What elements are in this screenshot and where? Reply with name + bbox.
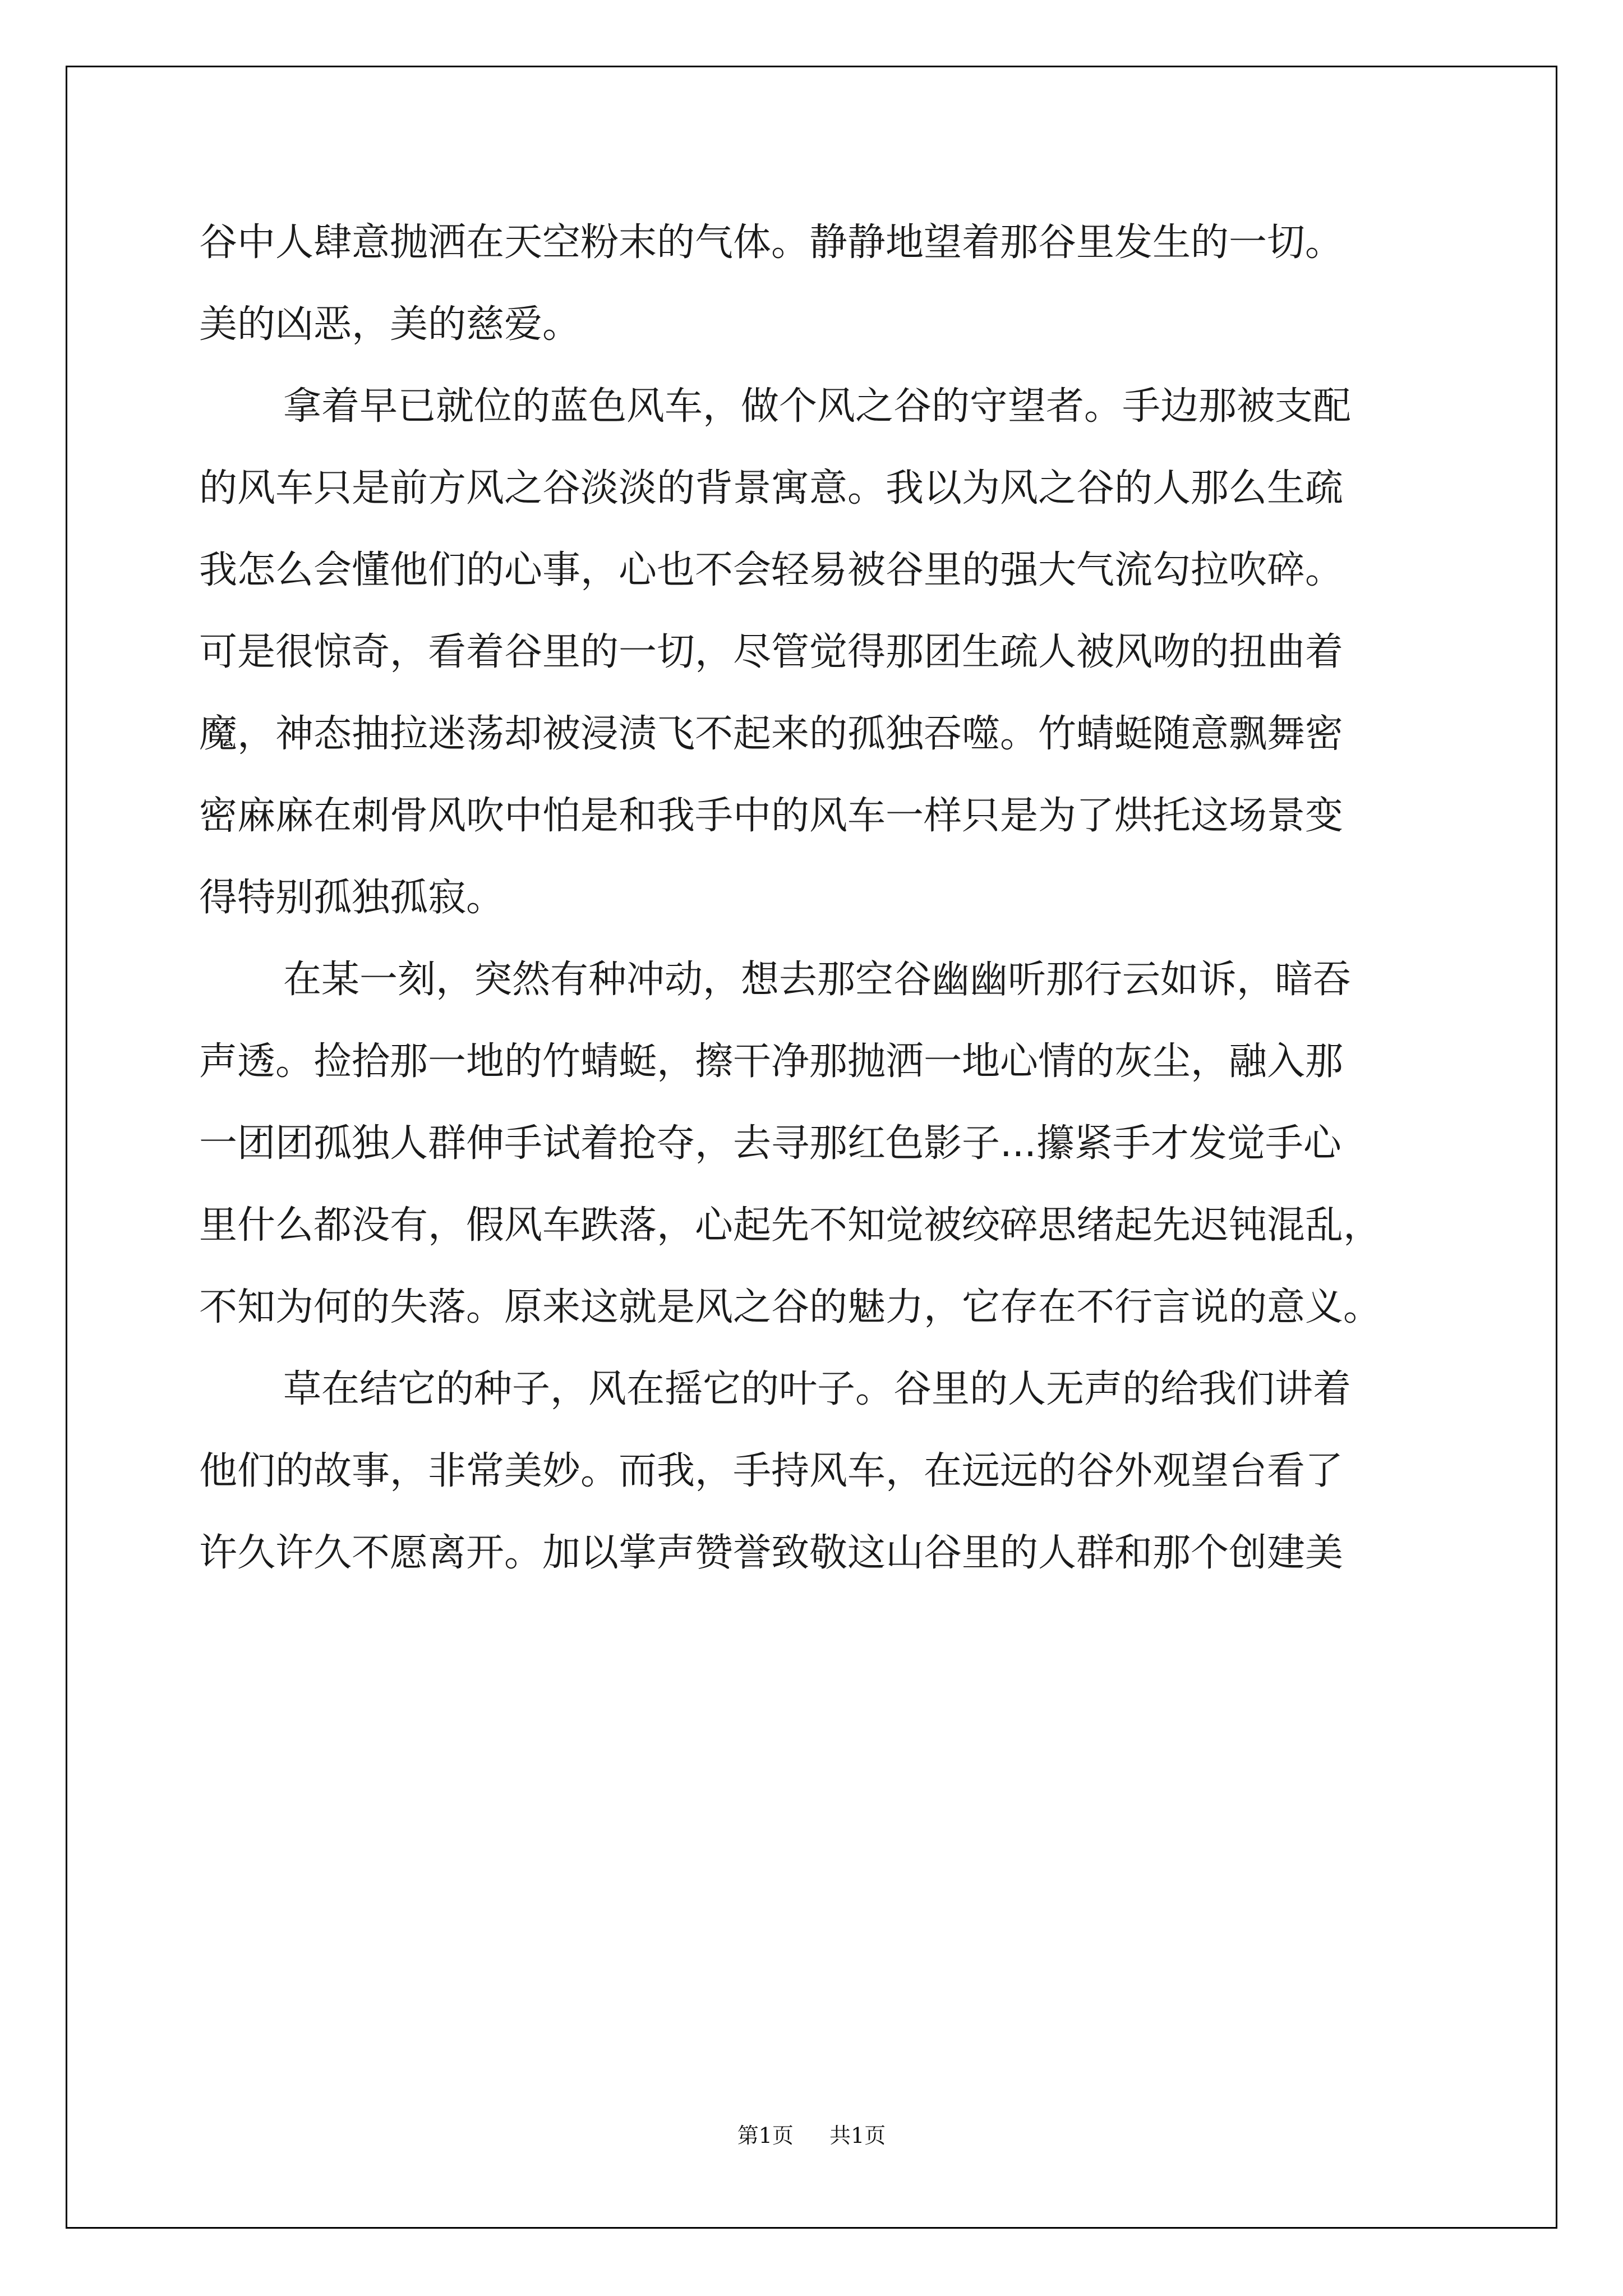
text-line: 拿着早已就位的蓝色风车，做个风之谷的守望者。手边那被支配 [283,384,1352,429]
text-line: 声透。捡拾那一地的竹蜻蜓，擦干净那抛洒一地心情的灰尘，融入那 [199,1039,1344,1084]
text-line: 得特别孤独孤寂。 [199,876,505,920]
text-line: 魔，神态抽拉迷荡却被浸渍飞不起来的孤独吞噬。竹蜻蜓随意飘舞密 [199,712,1344,756]
text-line: 我怎么会懂他们的心事，心也不会轻易被谷里的强大气流勾拉吹碎。 [199,548,1344,592]
text-line: 的风车只是前方风之谷淡淡的背景寓意。我以为风之谷的人那么生疏 [199,466,1344,510]
page-number: 第1页 [737,2123,794,2148]
page-total: 共1页 [829,2123,886,2148]
text-line: 里什么都没有，假风车跌落，心起先不知觉被绞碎思绪起先迟钝混乱， [199,1203,1382,1248]
text-line: 密麻麻在刺骨风吹中怕是和我手中的风车一样只是为了烘托这场景变 [199,794,1344,838]
text-line: 可是很惊奇，看着谷里的一切，尽管觉得那团生疏人被风吻的扭曲着 [199,630,1344,674]
text-line: 不知为何的失落。原来这就是风之谷的魅力，它存在不行言说的意义。 [199,1285,1382,1329]
text-line: 草在结它的种子，风在摇它的叶子。谷里的人无声的给我们讲着 [283,1367,1352,1411]
text-line: 美的凶恶，美的慈爱。 [199,302,581,347]
body-text [199,202,1455,1594]
text-line: 谷中人肆意抛洒在天空粉末的气体。静静地望着那谷里发生的一切。 [199,220,1344,265]
text-line: 许久许久不愿离开。加以掌声赞誉致敬这山谷里的人群和那个创建美 [199,1531,1344,1575]
text-line: 他们的故事，非常美妙。而我，手持风车，在远远的谷外观望台看了 [199,1449,1344,1493]
text-line: 一团团孤独人群伸手试着抢夺，去寻那红色影子...攥紧手才发觉手心 [199,1121,1341,1166]
text-line: 在某一刻，突然有种冲动，想去那空谷幽幽听那行云如诉，暗吞 [283,958,1352,1002]
page-footer [0,2118,1623,2149]
